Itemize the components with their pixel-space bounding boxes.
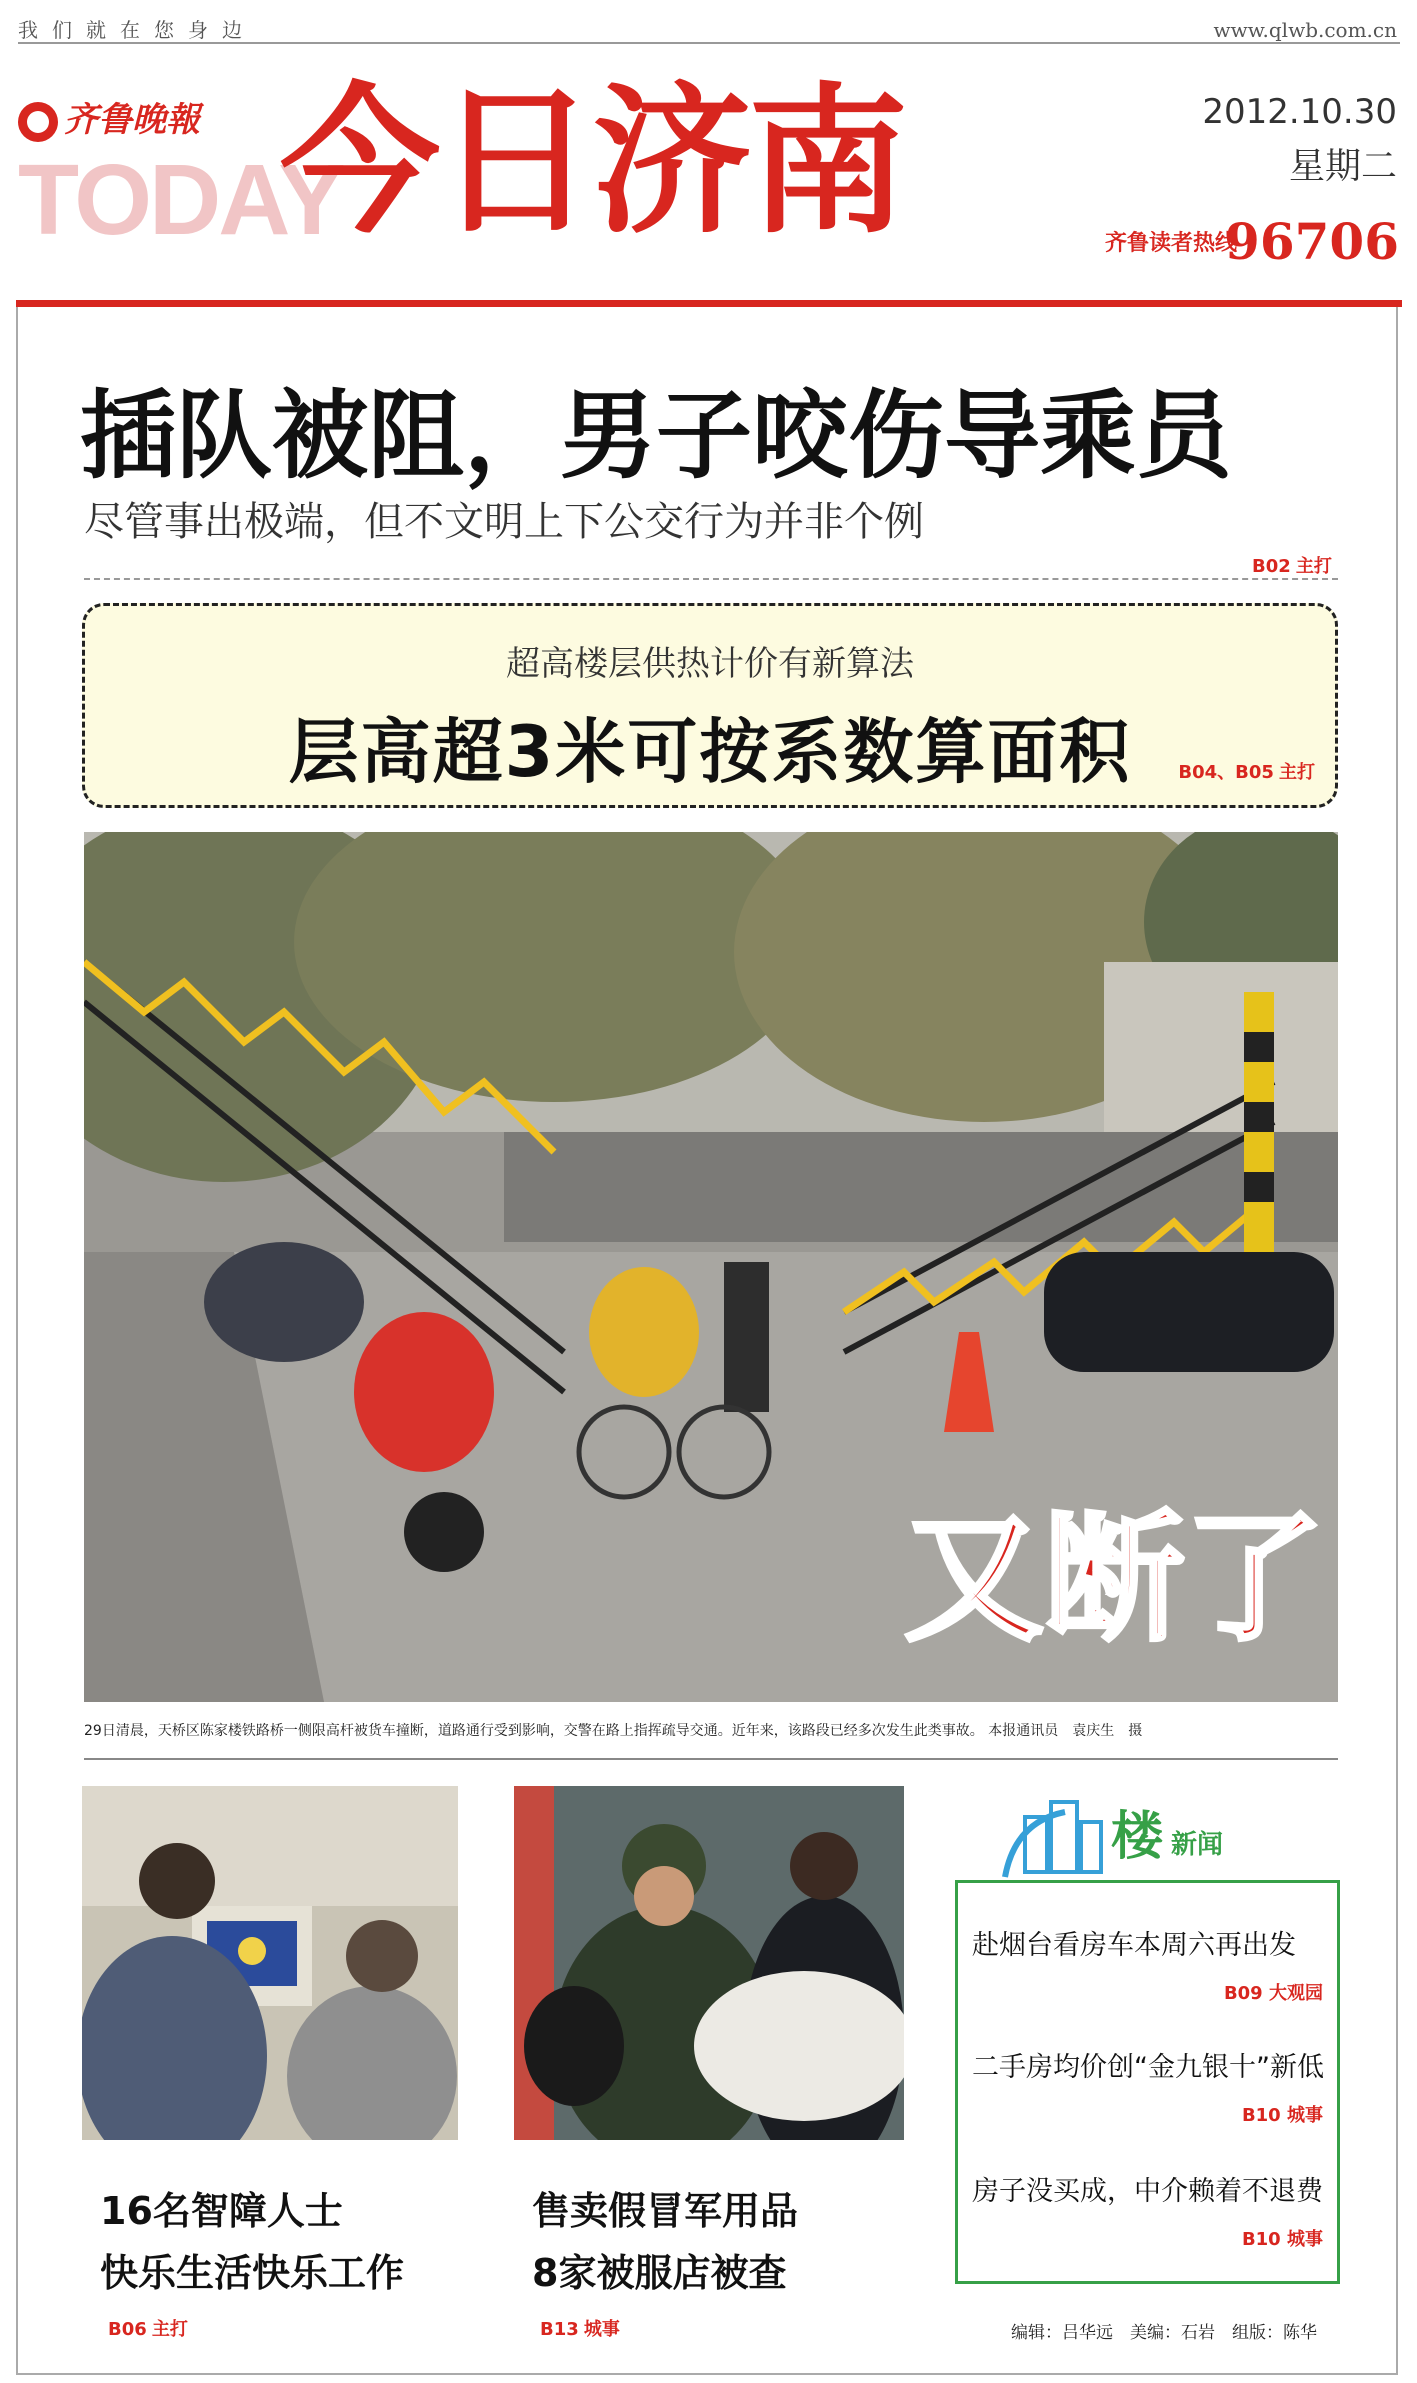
military-goods-illustration xyxy=(514,1786,904,2140)
paper-name: 齐鲁晚報 xyxy=(64,100,200,140)
story2-page-ref[interactable] xyxy=(108,2315,188,2341)
website-url: www.qlwb.com.cn xyxy=(1213,18,1397,42)
property-logo-main: 楼 xyxy=(1111,1807,1164,1867)
property-item-2-title[interactable]: 二手房均价创“金九银十”新低 xyxy=(972,2052,1324,2083)
property-item-1-ref[interactable] xyxy=(1224,1979,1323,2005)
property-item-3-ref-label: 城事 xyxy=(1287,2229,1323,2250)
story3-page-ref[interactable] xyxy=(540,2315,620,2341)
story2-photo[interactable] xyxy=(82,1786,458,2140)
today-wordmark: TODAY xyxy=(18,144,343,256)
story2-ref-page: B06 xyxy=(108,2319,147,2340)
box-kicker: 超高楼层供热计价有新算法 xyxy=(506,644,914,684)
hotline-number: 96706 xyxy=(1225,212,1399,271)
property-news-box xyxy=(955,1880,1340,2284)
lead-headline[interactable]: 插队被阻，男子咬伤导乘员 xyxy=(80,380,1232,492)
paper-logo-icon xyxy=(18,102,58,142)
lower-divider xyxy=(84,1758,1338,1760)
story2-line2[interactable]: 快乐生活快乐工作 xyxy=(100,2251,405,2295)
buildings-icon xyxy=(995,1782,1115,1882)
property-item-3-ref[interactable] xyxy=(1242,2225,1323,2251)
editor-credits: 编辑：吕华远 美编：石岩 组版：陈华 xyxy=(1011,2323,1317,2343)
property-item-3-title[interactable]: 房子没买成，中介赖着不退费 xyxy=(972,2176,1323,2207)
story3-ref-page: B13 xyxy=(540,2319,579,2340)
barrier-scene-illustration xyxy=(84,832,1338,1702)
issue-weekday: 星期二 xyxy=(1288,146,1397,187)
computer-room-illustration xyxy=(82,1786,458,2140)
box-ref-page: B04、B05 xyxy=(1178,762,1274,783)
masthead-red-rule xyxy=(16,300,1402,307)
paper-logo xyxy=(18,92,200,142)
property-item-2-ref-page: B10 xyxy=(1241,2105,1281,2126)
caption-text: 29日清晨，天桥区陈家楼铁路桥一侧限高杆被货车撞断，道路通行受到影响，交警在路上指挥疏导交通。近年来，该路段已经多次发生此类事故。 xyxy=(84,1723,984,1739)
top-divider xyxy=(18,42,1400,44)
story2-line1[interactable]: 16名智障人士 xyxy=(100,2189,343,2233)
issue-date: 2012.10.30 xyxy=(1202,92,1397,132)
slogan: 我们就在您身边 xyxy=(18,18,256,42)
property-news-logo xyxy=(995,1782,1325,1882)
story2-ref-label: 主打 xyxy=(151,2319,188,2340)
main-news-photo[interactable] xyxy=(84,832,1338,1702)
box-page-ref xyxy=(1178,758,1315,784)
box-title: 层高超3米可按系数算面积 xyxy=(288,711,1132,793)
hotline-label: 齐鲁读者热线 xyxy=(1104,231,1237,256)
section-masthead: 今日济南 xyxy=(280,68,905,255)
lead-ref-label: 主打 xyxy=(1295,556,1332,577)
photo-caption xyxy=(84,1720,1344,1740)
story3-photo[interactable] xyxy=(514,1786,904,2140)
lead-ref-page: B02 xyxy=(1252,556,1291,577)
property-item-3-ref-page: B10 xyxy=(1241,2229,1281,2250)
property-item-2-ref[interactable] xyxy=(1242,2101,1323,2127)
lead-page-ref[interactable] xyxy=(1252,552,1332,578)
story3-line2[interactable]: 8家被服店被查 xyxy=(532,2251,787,2295)
heating-story-box[interactable] xyxy=(82,603,1338,808)
story3-ref-label: 城事 xyxy=(583,2319,620,2340)
property-item-1-ref-page: B09 xyxy=(1223,1983,1263,2004)
lead-subhead: 尽管事出极端，但不文明上下公交行为并非个例 xyxy=(84,499,924,545)
property-item-1-title[interactable]: 赴烟台看房车本周六再出发 xyxy=(972,1930,1296,1961)
caption-credit: 本报通讯员 袁庆生 摄 xyxy=(988,1723,1143,1739)
story3-line1[interactable]: 售卖假冒军用品 xyxy=(532,2189,799,2233)
property-item-2-ref-label: 城事 xyxy=(1287,2105,1323,2126)
box-ref-label: 主打 xyxy=(1279,762,1315,783)
lead-divider xyxy=(84,578,1338,580)
property-logo-sub: 新闻 xyxy=(1171,1830,1224,1860)
property-item-1-ref-label: 大观园 xyxy=(1269,1983,1323,2004)
overlay-text: 又断了 xyxy=(904,1498,1325,1661)
